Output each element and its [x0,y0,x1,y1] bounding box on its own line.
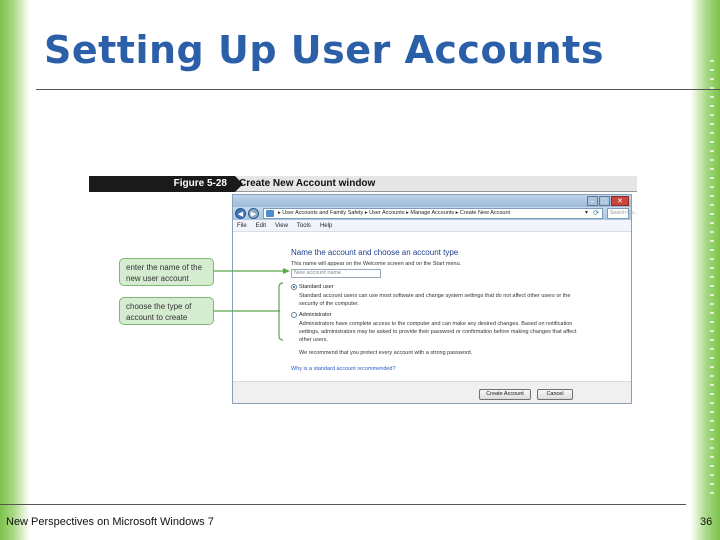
address-bar[interactable] [263,208,603,219]
edge-dots [710,60,714,500]
account-name-input[interactable]: New account name [291,269,381,278]
footer-divider [0,504,686,505]
window-content [233,233,631,403]
maximize-button[interactable]: □ [599,196,610,206]
address-row [233,207,638,220]
menu-view[interactable]: View [275,223,288,229]
menu-tools[interactable]: Tools [296,223,311,229]
forward-arrow-icon[interactable]: ▶ [248,208,259,219]
administrator-label: Administrator [299,312,332,318]
menu-bar [233,220,631,232]
menu-file[interactable]: File [237,223,247,229]
figure-number: Figure 5-28 [89,176,235,192]
administrator-radio[interactable] [291,312,297,318]
button-bar [233,381,631,403]
menu-edit[interactable]: Edit [255,223,267,229]
create-account-button[interactable]: Create Account [479,389,531,400]
password-recommendation: We recommend that you protect every account with a strong password. [299,350,473,356]
cancel-button[interactable]: Cancel [537,389,573,400]
page-number: 36 [700,516,713,528]
standard-user-label: Standard user [299,284,334,290]
breadcrumb: ▸ User Accounts and Family Safety ▸ User Accounts ▸ Manage Accounts ▸ Create New Account [278,210,511,216]
callout-enter-name: enter the name of the new user account [119,258,214,286]
slide-title: Setting Up User Accounts [44,28,604,72]
refresh-icon[interactable]: ⟳ [593,210,599,217]
standard-user-description: Standard account users can use most software and change system settings that do not affect other users or the security of the computer. [299,293,571,307]
slide-edge-right [690,0,720,540]
figure-caption: Create New Account window [239,178,376,189]
standard-user-radio[interactable] [291,284,297,290]
search-input[interactable]: Search Co... [607,208,629,219]
menu-help[interactable]: Help [319,223,333,229]
page-subtext: This name will appear on the Welcome screen and on the Start menu. [291,261,462,267]
slide-edge-left [0,0,30,540]
administrator-description: Administrators have complete access to the computer and can make any desired changes. Based on notification settings, administrators may be asked to provide their password or confirmation before making changes that affect other users. [299,321,577,343]
window-titlebar [233,195,631,207]
footer-text: New Perspectives on Microsoft Windows 7 [6,516,214,528]
window-controls [587,196,629,206]
back-arrow-icon[interactable]: ◀ [235,208,246,219]
page-heading: Name the account and choose an account type [291,248,459,257]
minimize-button[interactable]: – [587,196,598,206]
title-divider [36,89,720,90]
help-link[interactable]: Why is a standard account recommended? [291,366,396,372]
chevron-down-icon[interactable]: ▾ [584,210,588,216]
figure-caption-bar [89,176,637,192]
create-account-window [232,194,638,404]
callout-choose-type: choose the type of account to create [119,297,214,325]
control-panel-icon [266,210,274,217]
close-button[interactable]: ✕ [611,196,629,206]
